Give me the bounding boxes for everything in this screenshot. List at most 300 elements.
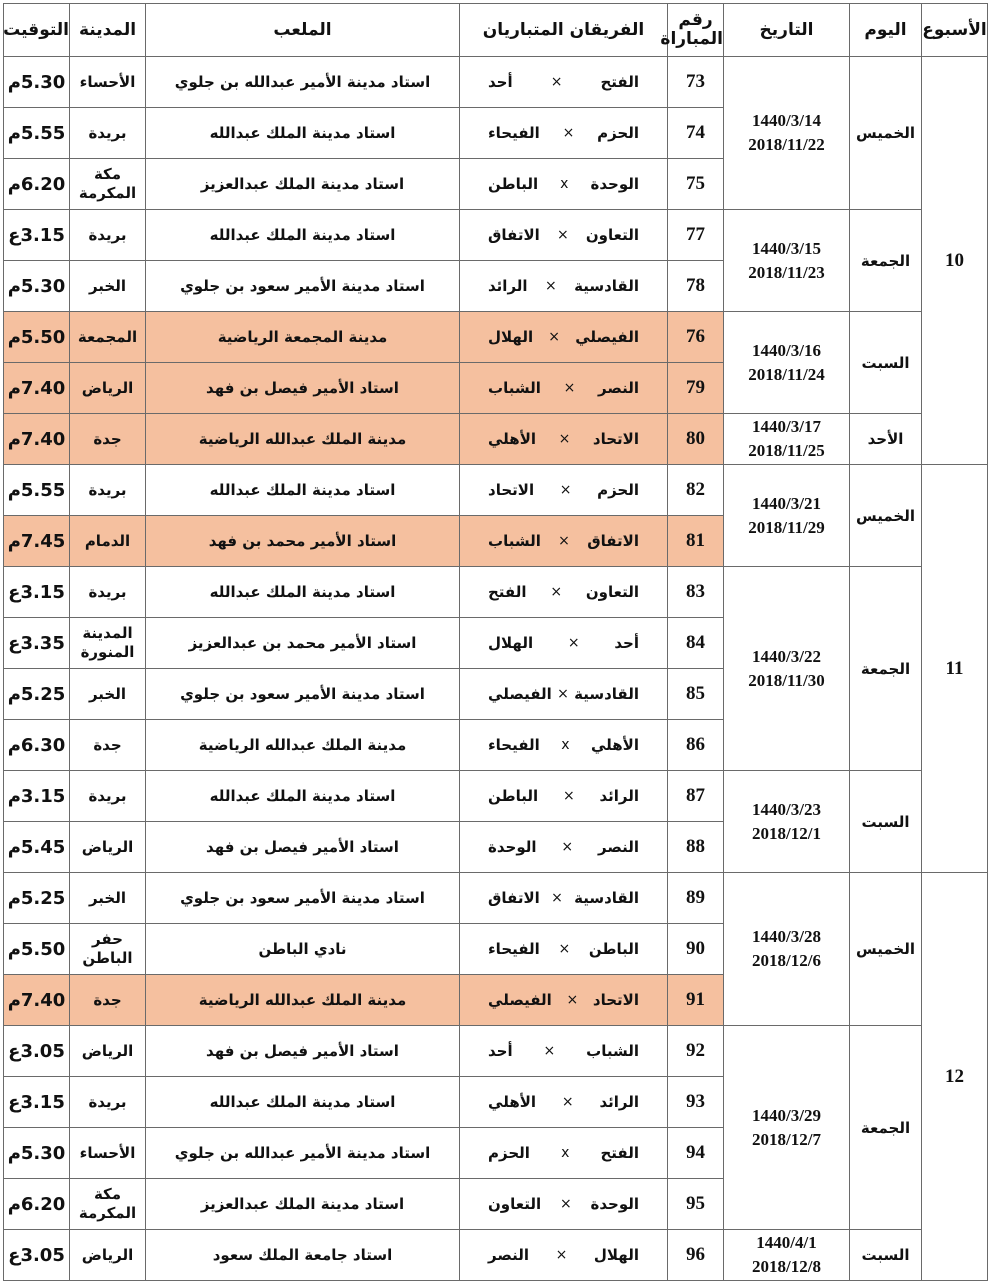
stadium-cell (146, 669, 460, 720)
vs-separator: × (558, 431, 571, 447)
match-number: 93 (668, 1077, 724, 1128)
time-cell (4, 159, 70, 210)
stadium-cell (146, 414, 460, 465)
kickoff-time: 5.30م (7, 71, 66, 93)
stadium-name: استاد الأمير فيصل بن فهد (206, 1042, 399, 1060)
match-number: 95 (668, 1179, 724, 1230)
vs-separator: × (558, 941, 571, 957)
kickoff-time: 5.30م (7, 1142, 66, 1164)
city-name: جدة (93, 990, 122, 1009)
away-team: الوحدة (488, 838, 537, 856)
gregorian-date: 2018/12/7 (752, 1129, 821, 1149)
time-cell (4, 312, 70, 363)
teams-cell (460, 975, 668, 1026)
vs-separator: × (551, 890, 563, 906)
city-cell (70, 720, 146, 771)
date-cell (724, 465, 850, 567)
stadium-name: استاد الأمير محمد بن عبدالعزيز (188, 634, 417, 652)
match-number: 76 (668, 312, 724, 363)
home-team: الوحدة (590, 1195, 639, 1213)
day-name: السبت (850, 771, 922, 873)
vs-separator: × (567, 635, 580, 651)
vs-separator: × (562, 125, 575, 141)
day-name: الخميس (850, 465, 922, 567)
city-cell (70, 159, 146, 210)
table-row (4, 57, 988, 108)
away-team: الفتح (488, 583, 527, 601)
city-cell (70, 414, 146, 465)
kickoff-time: 3.35ع (8, 632, 65, 654)
stadium-cell (146, 873, 460, 924)
time-cell (4, 924, 70, 975)
hijri-date: 1440/3/29 (752, 1105, 821, 1125)
time-cell (4, 873, 70, 924)
header-city: المدينة (70, 4, 146, 57)
city-name: بريدة (88, 123, 127, 142)
header-row (4, 4, 988, 57)
time-cell (4, 414, 70, 465)
hijri-date: 1440/3/22 (752, 646, 821, 666)
vs-separator: × (557, 686, 569, 702)
home-team: القادسية (574, 277, 639, 295)
table-row (4, 1026, 988, 1077)
city-cell (70, 312, 146, 363)
table-row (4, 312, 988, 363)
kickoff-time: 3.15ع (8, 581, 65, 603)
teams-line (460, 787, 667, 805)
stadium-cell (146, 975, 460, 1026)
match-number: 74 (668, 108, 724, 159)
stadium-name: مدينة المجمعة الرياضية (217, 328, 388, 346)
stadium-name: استاد الأمير محمد بن فهد (208, 532, 397, 550)
time-cell (4, 771, 70, 822)
home-team: القادسية (574, 889, 639, 907)
stadium-name: استاد مدينة الملك عبدالعزيز (200, 1195, 405, 1213)
time-cell (4, 720, 70, 771)
teams-cell (460, 1179, 668, 1230)
teams-line (460, 634, 667, 652)
teams-cell (460, 1128, 668, 1179)
table-row (4, 771, 988, 822)
away-team: الشباب (488, 532, 541, 550)
stadium-name: مدينة الملك عبدالله الرياضية (198, 991, 407, 1009)
city-name: مكة المكرمة (78, 165, 137, 202)
hijri-date: 1440/3/14 (752, 111, 821, 130)
away-team: الأهلي (488, 1093, 537, 1111)
city-name: بريدة (88, 1092, 127, 1111)
stadium-name: استاد مدينة الملك عبدالله (209, 1093, 396, 1111)
kickoff-time: 5.50م (7, 938, 66, 960)
away-team: الاتفاق (488, 889, 540, 907)
city-cell (70, 567, 146, 618)
hijri-date: 1440/4/1 (756, 1233, 817, 1252)
vs-separator: × (561, 1094, 574, 1110)
away-team: الأهلي (488, 430, 537, 448)
teams-cell (460, 669, 668, 720)
match-number: 77 (668, 210, 724, 261)
teams-cell (460, 363, 668, 414)
teams-line (460, 328, 667, 346)
teams-cell (460, 924, 668, 975)
date-cell (724, 312, 850, 414)
city-cell (70, 618, 146, 669)
day-name: الأحد (850, 414, 922, 465)
date-cell (724, 771, 850, 873)
time-cell (4, 57, 70, 108)
city-name: الرياض (81, 1041, 134, 1060)
kickoff-time: 6.30م (7, 734, 66, 756)
away-team: الباطن (488, 175, 539, 193)
table-row (4, 1230, 988, 1281)
time-cell (4, 1026, 70, 1077)
stadium-name: مدينة الملك عبدالله الرياضية (198, 736, 407, 754)
home-team: الفتح (600, 1144, 639, 1162)
gregorian-date: 2018/11/23 (748, 262, 825, 282)
match-number: 73 (668, 57, 724, 108)
kickoff-time: 5.55م (7, 479, 66, 501)
time-cell (4, 822, 70, 873)
away-team: أحد (488, 1042, 513, 1060)
stadium-cell (146, 822, 460, 873)
match-number: 89 (668, 873, 724, 924)
teams-line (460, 1042, 667, 1060)
away-team: التعاون (488, 1195, 542, 1213)
home-team: أحد (614, 634, 639, 652)
table-row (4, 873, 988, 924)
match-number: 85 (668, 669, 724, 720)
city-name: الخبر (88, 684, 127, 703)
city-name: بريدة (88, 786, 127, 805)
city-cell (70, 771, 146, 822)
teams-cell (460, 414, 668, 465)
kickoff-time: 5.30م (7, 275, 66, 297)
city-name: جدة (93, 735, 122, 754)
city-name: الرياض (81, 378, 134, 397)
kickoff-time: 5.55م (7, 122, 66, 144)
match-number: 81 (668, 516, 724, 567)
time-cell (4, 669, 70, 720)
city-name: بريدة (88, 225, 127, 244)
header-match-no-line1: رقم (678, 10, 713, 30)
stadium-cell (146, 108, 460, 159)
gregorian-date: 2018/11/25 (748, 441, 825, 460)
match-number: 78 (668, 261, 724, 312)
vs-separator: × (558, 533, 570, 549)
teams-line (460, 889, 667, 907)
stadium-cell (146, 516, 460, 567)
day-name: الجمعة (850, 567, 922, 771)
away-team: الفيحاء (488, 940, 540, 958)
city-cell (70, 57, 146, 108)
vs-separator: × (550, 584, 563, 600)
city-name: الخبر (88, 276, 127, 295)
time-cell (4, 516, 70, 567)
city-name: بريدة (88, 480, 127, 499)
day-name: السبت (850, 312, 922, 414)
date-cell (724, 1026, 850, 1230)
away-team: الحزم (488, 1144, 530, 1162)
away-team: أحد (488, 73, 513, 91)
home-team: النصر (597, 379, 639, 397)
kickoff-time: 3.05ع (8, 1244, 65, 1266)
teams-line (460, 73, 667, 91)
away-team: الهلال (488, 634, 534, 652)
away-team: الاتفاق (488, 226, 540, 244)
teams-line (460, 226, 667, 244)
teams-cell (460, 57, 668, 108)
week-number: 11 (922, 465, 988, 873)
vs-separator: × (563, 380, 576, 396)
stadium-name: استاد مدينة الملك عبدالعزيز (200, 175, 405, 193)
match-number: 82 (668, 465, 724, 516)
teams-line (460, 277, 667, 295)
gregorian-date: 2018/12/6 (752, 951, 821, 970)
header-stadium: الملعب (146, 4, 460, 57)
stadium-name: استاد مدينة الأمير عبدالله بن جلوي (174, 1144, 431, 1162)
week-number: 10 (922, 57, 988, 465)
home-team: الباطن (588, 940, 639, 958)
stadium-name: استاد الأمير فيصل بن فهد (206, 838, 399, 856)
kickoff-time: 6.20م (7, 173, 66, 195)
teams-cell (460, 516, 668, 567)
kickoff-time: 5.25م (7, 887, 66, 909)
stadium-cell (146, 57, 460, 108)
date-cell (724, 210, 850, 312)
teams-cell (460, 1077, 668, 1128)
home-team: الفتح (600, 73, 639, 91)
away-team: الرائد (488, 277, 528, 295)
match-number: 79 (668, 363, 724, 414)
day-name: السبت (850, 1230, 922, 1281)
match-number: 90 (668, 924, 724, 975)
city-name: بريدة (88, 582, 127, 601)
hijri-date: 1440/3/21 (752, 493, 821, 513)
teams-cell (460, 261, 668, 312)
city-name: الدمام (84, 531, 131, 550)
header-day: اليوم (850, 4, 922, 57)
kickoff-time: 7.40م (7, 989, 66, 1011)
city-cell (70, 261, 146, 312)
teams-line (460, 991, 667, 1009)
header-match-no (660, 4, 724, 57)
vs-separator: × (566, 992, 579, 1008)
kickoff-time: 3.15ع (8, 1091, 65, 1113)
teams-line (460, 736, 667, 754)
time-cell (4, 108, 70, 159)
city-cell (70, 822, 146, 873)
home-team: الاتفاق (587, 532, 639, 550)
gregorian-date: 2018/11/22 (748, 135, 825, 154)
table-row (4, 210, 988, 261)
away-team: الباطن (488, 787, 539, 805)
time-cell (4, 618, 70, 669)
match-number: 96 (668, 1230, 724, 1281)
time-cell (4, 465, 70, 516)
vs-separator: x (560, 176, 569, 192)
time-cell (4, 975, 70, 1026)
date-cell (724, 873, 850, 1026)
city-cell (70, 1179, 146, 1230)
match-number: 87 (668, 771, 724, 822)
teams-line (460, 583, 667, 601)
stadium-name: استاد مدينة الأمير عبدالله بن جلوي (174, 73, 431, 91)
time-cell (4, 1077, 70, 1128)
kickoff-time: 7.45م (7, 530, 66, 552)
stadium-cell (146, 924, 460, 975)
home-team: الاتحاد (592, 430, 639, 448)
away-team: الفيحاء (488, 124, 540, 142)
teams-cell (460, 1230, 668, 1281)
kickoff-time: 6.20م (7, 1193, 66, 1215)
stadium-name: استاد مدينة الملك عبدالله (209, 481, 396, 499)
away-team: الاتحاد (488, 481, 535, 499)
home-team: التعاون (585, 226, 639, 244)
teams-line (460, 1195, 667, 1213)
city-cell (70, 210, 146, 261)
time-cell (4, 210, 70, 261)
week-number: 12 (922, 873, 988, 1281)
teams-line (460, 1246, 667, 1264)
vs-separator: × (550, 74, 563, 90)
away-team: الفيصلي (488, 685, 552, 703)
header-match-no-line2: المباراة (660, 29, 723, 49)
teams-cell (460, 873, 668, 924)
teams-line (460, 379, 667, 397)
teams-cell (460, 771, 668, 822)
header-week: الأسبوع (922, 4, 988, 57)
gregorian-date: 2018/11/24 (748, 364, 825, 384)
hijri-date: 1440/3/15 (752, 238, 821, 258)
stadium-cell (146, 771, 460, 822)
home-team: الاتحاد (592, 991, 639, 1009)
stadium-name: نادي الباطن (258, 940, 347, 958)
time-cell (4, 1128, 70, 1179)
time-cell (4, 567, 70, 618)
city-name: المجمعة (77, 327, 138, 346)
day-name: الخميس (850, 873, 922, 1026)
stadium-cell (146, 312, 460, 363)
hijri-date: 1440/3/16 (752, 340, 821, 360)
vs-separator: × (561, 839, 574, 855)
city-name: جدة (93, 429, 122, 448)
teams-cell (460, 822, 668, 873)
city-name: الأحساء (79, 1143, 136, 1162)
stadium-name: استاد مدينة الملك عبدالله (209, 787, 396, 805)
home-team: الحزم (597, 481, 639, 499)
home-team: القادسية (574, 685, 639, 703)
match-number: 92 (668, 1026, 724, 1077)
schedule-table (3, 3, 988, 1281)
match-number: 83 (668, 567, 724, 618)
home-team: الأهلي (590, 736, 639, 754)
stadium-cell (146, 465, 460, 516)
gregorian-date: 2018/11/30 (748, 670, 825, 690)
city-name: الرياض (81, 1245, 134, 1264)
vs-separator: × (548, 329, 561, 345)
away-team: الهلال (488, 328, 534, 346)
stadium-cell (146, 210, 460, 261)
date-cell (724, 414, 850, 465)
vs-separator: × (559, 1196, 572, 1212)
time-cell (4, 261, 70, 312)
teams-line (460, 481, 667, 499)
city-cell (70, 669, 146, 720)
kickoff-time: 3.05ع (8, 1040, 65, 1062)
teams-cell (460, 618, 668, 669)
city-cell (70, 1026, 146, 1077)
schedule-body (4, 57, 988, 1281)
city-name: الخبر (88, 888, 127, 907)
vs-separator: x (561, 737, 570, 753)
match-number: 94 (668, 1128, 724, 1179)
day-name: الخميس (850, 57, 922, 210)
vs-separator: × (556, 227, 569, 243)
header-time: التوقيت (4, 4, 70, 57)
city-cell (70, 873, 146, 924)
city-cell (70, 1128, 146, 1179)
city-name: الرياض (81, 837, 134, 856)
table-row (4, 465, 988, 516)
date-cell (724, 567, 850, 771)
stadium-cell (146, 261, 460, 312)
match-number: 84 (668, 618, 724, 669)
home-team: الهلال (593, 1246, 639, 1264)
city-name: المدينة المنورة (80, 624, 135, 661)
home-team: التعاون (585, 583, 639, 601)
home-team: الوحدة (590, 175, 639, 193)
vs-separator: × (544, 278, 557, 294)
hijri-date: 1440/3/17 (752, 417, 821, 436)
teams-cell (460, 312, 668, 363)
hijri-date: 1440/3/28 (752, 927, 821, 946)
city-cell (70, 1077, 146, 1128)
stadium-name: استاد مدينة الأمير سعود بن جلوي (180, 277, 425, 295)
stadium-name: مدينة الملك عبدالله الرياضية (198, 430, 407, 448)
match-number: 75 (668, 159, 724, 210)
header-date: التاريخ (724, 4, 850, 57)
day-name: الجمعة (850, 1026, 922, 1230)
teams-line (460, 838, 667, 856)
city-cell (70, 1230, 146, 1281)
home-team: الرائد (599, 1093, 639, 1111)
city-cell (70, 465, 146, 516)
stadium-name: استاد مدينة الملك عبدالله (209, 583, 396, 601)
city-name: مكة المكرمة (78, 1185, 137, 1222)
stadium-cell (146, 159, 460, 210)
vs-separator: × (543, 1043, 556, 1059)
table-row (4, 414, 988, 465)
stadium-cell (146, 720, 460, 771)
teams-cell (460, 108, 668, 159)
teams-line (460, 532, 667, 550)
stadium-cell (146, 1128, 460, 1179)
match-number: 80 (668, 414, 724, 465)
time-cell (4, 1230, 70, 1281)
teams-line (460, 1144, 667, 1162)
stadium-cell (146, 1026, 460, 1077)
stadium-name: استاد الأمير فيصل بن فهد (206, 379, 399, 397)
away-team: الشباب (488, 379, 541, 397)
city-cell (70, 975, 146, 1026)
city-name: حفر الباطن (82, 930, 133, 967)
away-team: الفيحاء (488, 736, 540, 754)
teams-cell (460, 720, 668, 771)
home-team: النصر (597, 838, 639, 856)
stadium-cell (146, 363, 460, 414)
away-team: الفيصلي (488, 991, 552, 1009)
match-number: 91 (668, 975, 724, 1026)
teams-cell (460, 159, 668, 210)
